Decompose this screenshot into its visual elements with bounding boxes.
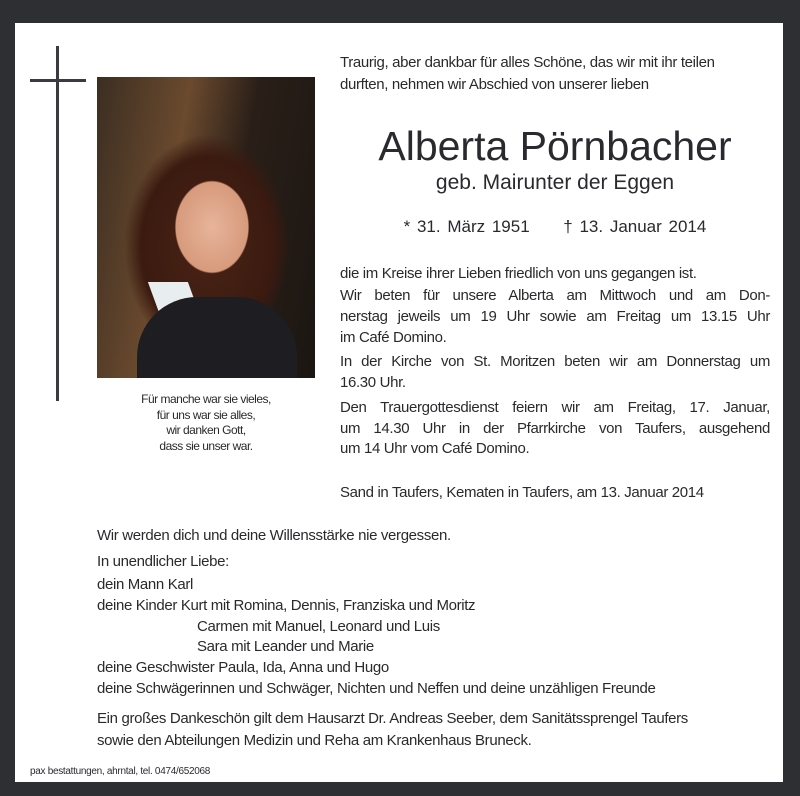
quote-line: dass sie unser war. xyxy=(159,438,253,453)
paragraph-line: In der Kirche von St. Moritzen beten wir am Donnerstag um xyxy=(340,353,770,370)
life-dates xyxy=(345,217,765,237)
paragraph-line: um 14 Uhr vom Café Domino. xyxy=(340,440,530,457)
paragraph-line: im Café Domino. xyxy=(340,329,447,346)
mourner-line: Sara mit Leander und Marie xyxy=(197,638,374,655)
paragraph-line: die im Kreise ihrer Lieben friedlich von uns gegangen ist. xyxy=(340,265,697,282)
cross-icon xyxy=(56,46,59,401)
cross-icon-bar xyxy=(30,79,86,82)
paragraph-line: Wir beten für unsere Alberta am Mittwoch und am Don- xyxy=(340,287,770,304)
mourner-line: deine Geschwister Paula, Ida, Anna und Hugo xyxy=(97,659,389,676)
paragraph-line: 16.30 Uhr. xyxy=(340,374,406,391)
intro-line: durften, nehmen wir Abschied von unserer lieben xyxy=(340,76,649,93)
memorial-quote xyxy=(97,392,315,454)
birth-date: * 31. März 1951 xyxy=(403,217,530,236)
intro-line: Traurig, aber dankbar für alles Schöne, das wir mit ihr teilen xyxy=(340,54,715,71)
thanks-line: sowie den Abteilungen Medizin und Reha am Krankenhaus Bruneck. xyxy=(97,732,532,749)
quote-line: für uns war sie alles, xyxy=(156,407,256,422)
thanks-line: Ein großes Dankeschön gilt dem Hausarzt Dr. Andreas Seeber, dem Sanitätssprengel Taufers xyxy=(97,710,688,727)
mourner-line: Wir werden dich und deine Willensstärke nie vergessen. xyxy=(97,527,451,544)
mourner-line: deine Schwägerinnen und Schwäger, Nichten und Neffen und deine unzähligen Freunde xyxy=(97,680,656,697)
place-date: Sand in Taufers, Kematen in Taufers, am 13. Januar 2014 xyxy=(340,484,704,501)
mourner-line: dein Mann Karl xyxy=(97,576,193,593)
deceased-name: Alberta Pörnbacher xyxy=(378,123,732,169)
quote-line: Für manche war sie vieles, xyxy=(141,392,271,406)
mourner-line: Carmen mit Manuel, Leonard und Luis xyxy=(197,618,440,635)
death-date: † 13. Januar 2014 xyxy=(563,217,707,236)
paragraph-line: nerstag jeweils um 19 Uhr sowie am Freitag um 13.15 Uhr xyxy=(340,308,770,325)
birth-name: geb. Mairunter der Eggen xyxy=(435,171,675,194)
portrait-photo xyxy=(97,77,315,378)
quote-line: wir danken Gott, xyxy=(166,423,246,437)
mourner-line: In unendlicher Liebe: xyxy=(97,553,229,570)
funeral-home-footer: pax bestattungen, ahrntal, tel. 0474/652068 xyxy=(30,766,211,777)
obituary-page xyxy=(15,23,783,782)
paragraph-line: Den Trauergottesdienst feiern wir am Freitag, 17. Januar, xyxy=(340,399,770,416)
mourner-line: deine Kinder Kurt mit Romina, Dennis, Franziska und Moritz xyxy=(97,597,476,614)
paragraph-line: um 14.30 Uhr in der Pfarrkirche von Taufers, ausgehend xyxy=(340,420,770,437)
